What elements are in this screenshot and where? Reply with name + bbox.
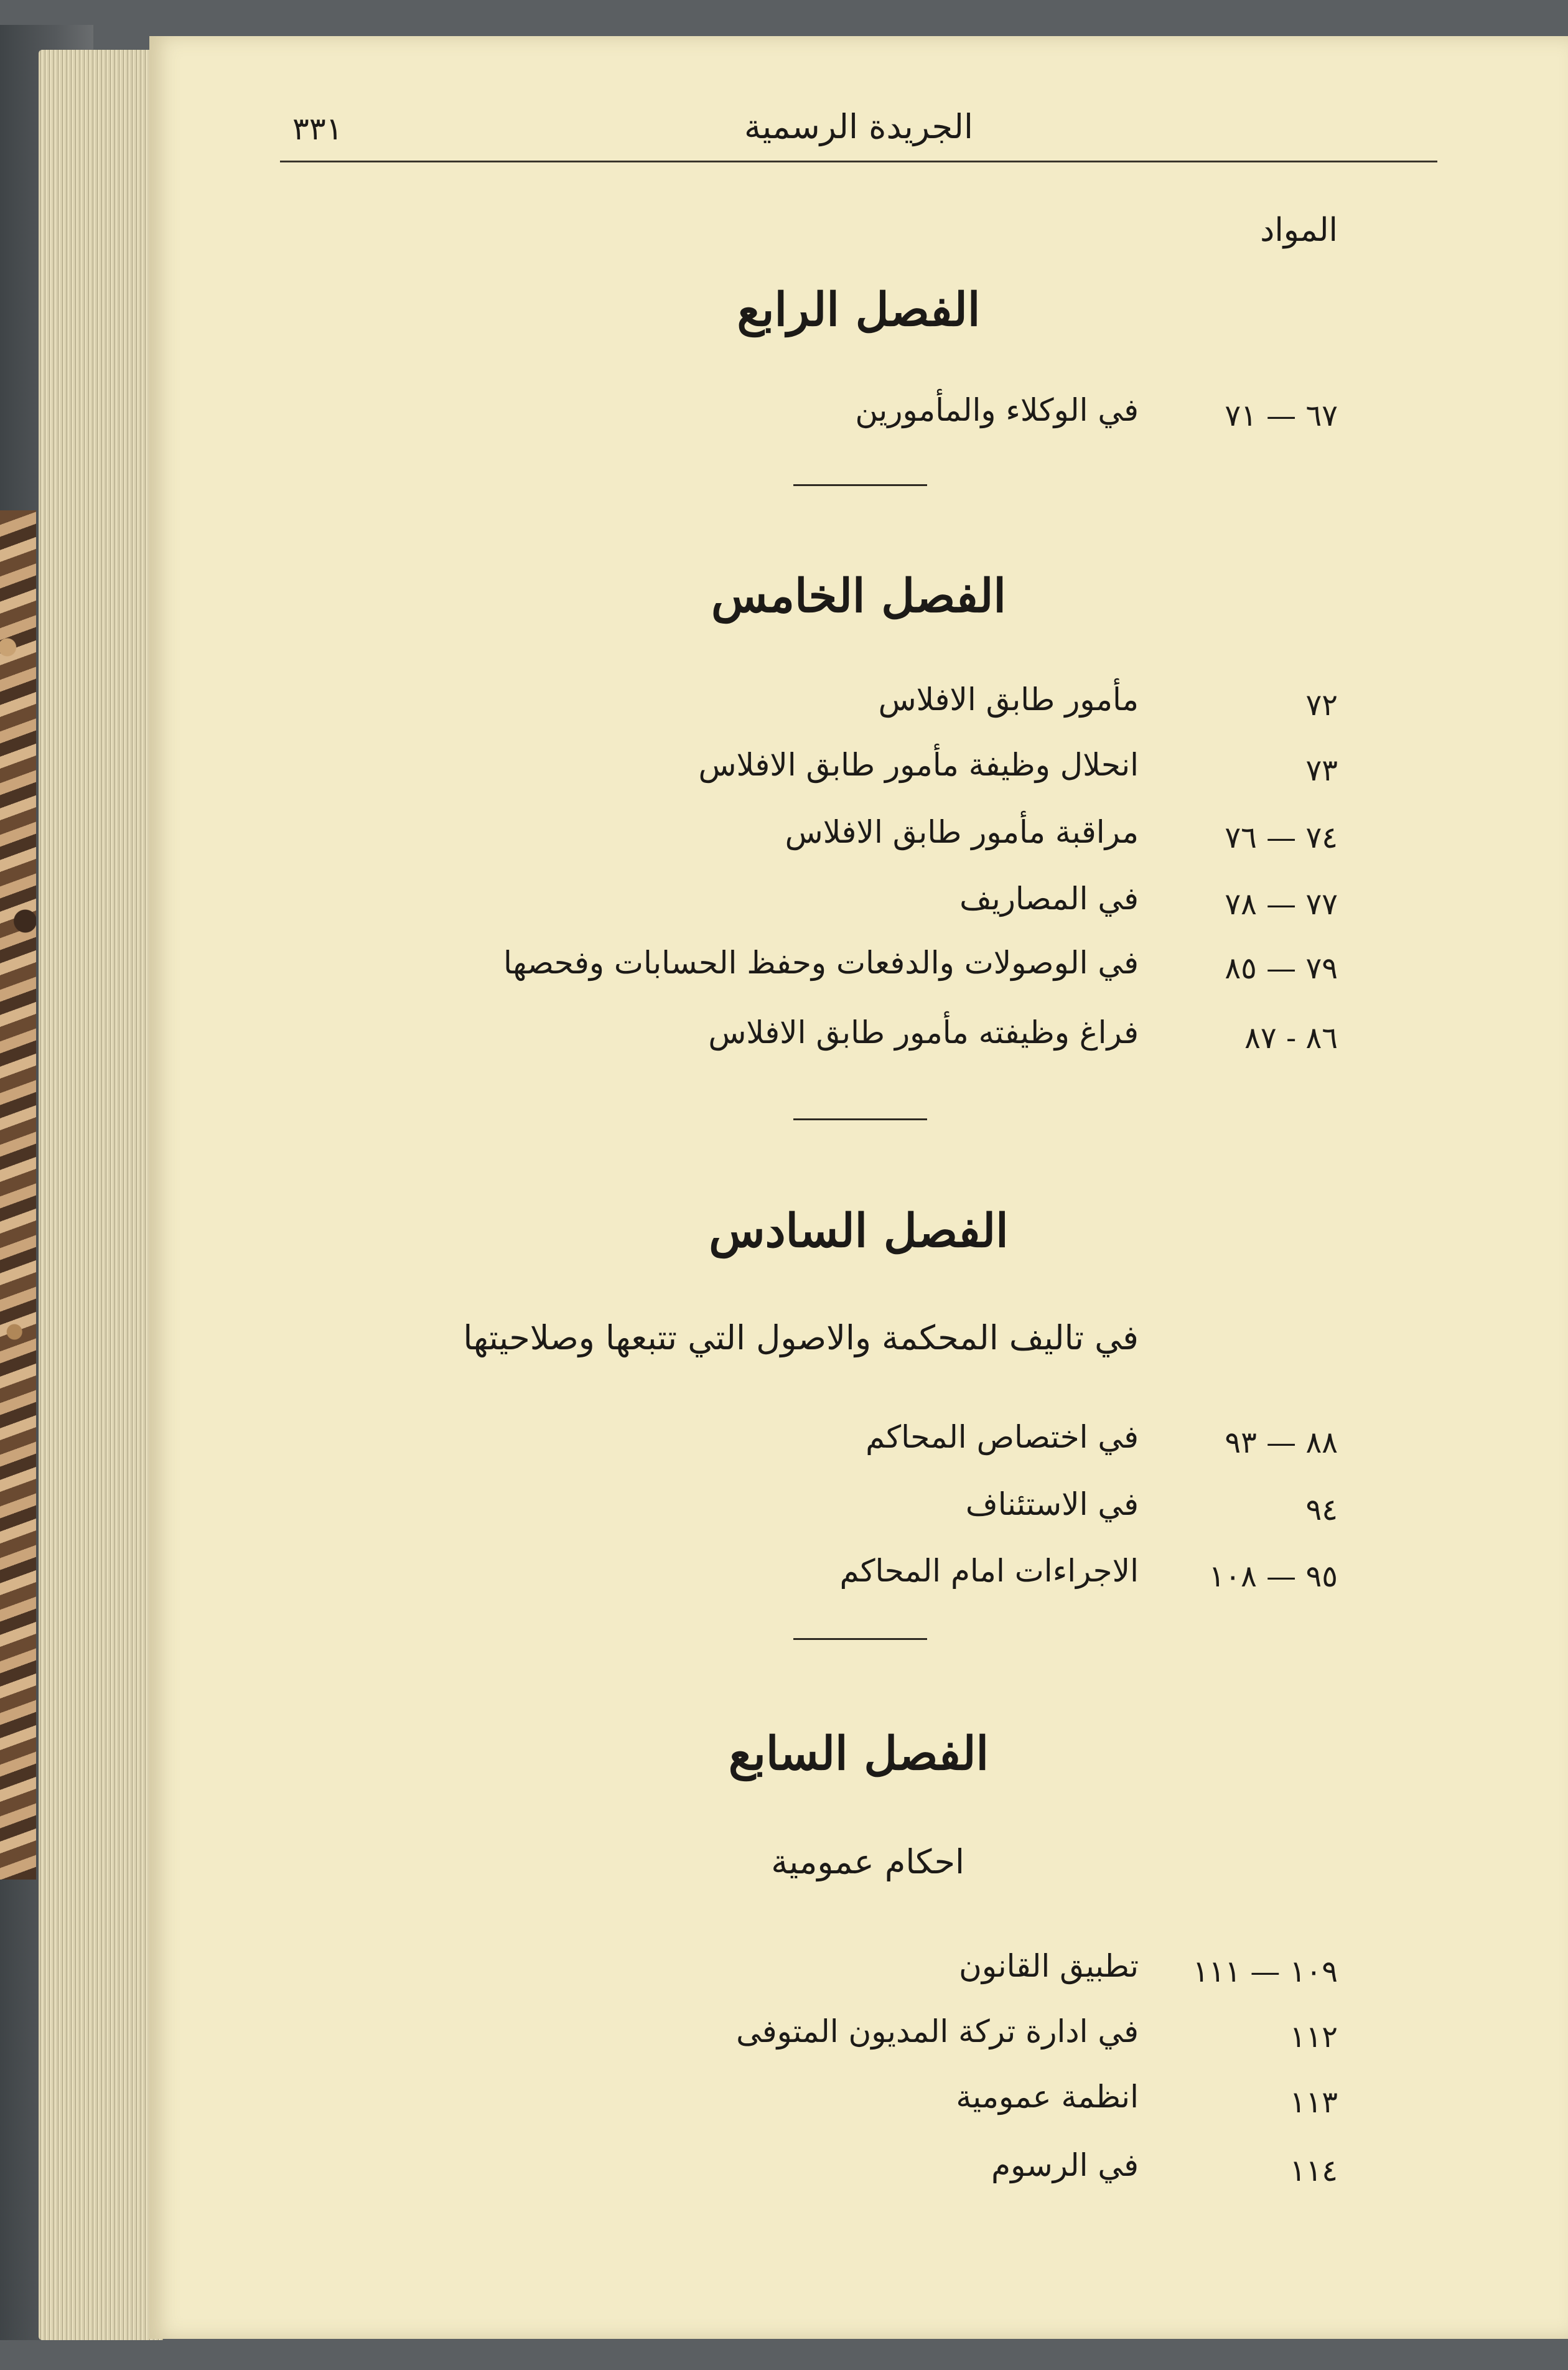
entry-text: في ادارة تركة المديون المتوفى [736,2013,1139,2049]
chapter-title: الفصل الخامس [711,569,1006,623]
entry-text: مراقبة مأمور طابق الافلاس [785,814,1139,850]
entry-text: انظمة عمومية [956,2079,1139,2115]
header-rule [280,161,1437,162]
section-separator [793,1118,927,1120]
entry-text: في المصاريف [959,881,1139,917]
article-range: ٩٥ — ١٠٨ [1208,1559,1338,1594]
document-page [149,36,1568,2339]
articles-column-label: المواد [1260,212,1338,249]
chapter-title: الفصل الرابع [737,283,981,337]
chapter-subtitle: احكام عمومية [771,1842,964,1881]
page-stack-edge [39,50,163,2340]
entry-text: في اختصاص المحاكم [866,1419,1139,1455]
entry-text: انحلال وظيفة مأمور طابق الافلاس [698,747,1139,783]
entry-text: فراغ وظيفته مأمور طابق الافلاس [708,1014,1139,1051]
article-range: ١١٢ [1289,2020,1338,2054]
chapter-title: الفصل السادس [709,1204,1009,1258]
entry-text: مأمور طابق الافلاس [878,681,1139,718]
entry-text: في الوكلاء والمأمورين [855,392,1139,428]
entry-text: تطبيق القانون [959,1948,1139,1984]
article-range: ٧٩ — ٨٥ [1225,951,1338,986]
chapter-subtitle: في تاليف المحكمة والاصول التي تتبعها وصلاحيتها [463,1318,1139,1357]
marbled-endpaper [0,510,36,1880]
entry-text: في الوصولات والدفعات وحفظ الحسابات وفحصها [503,945,1139,981]
chapter-title: الفصل السابع [728,1727,989,1781]
article-range: ٧٣ [1305,753,1338,788]
page-number: ٣٣١ [292,111,343,147]
section-separator [793,1638,927,1640]
entry-text: الاجراءات امام المحاكم [839,1553,1139,1589]
article-range: ٧٤ — ٧٦ [1225,820,1338,855]
header-title: الجريدة الرسمية [744,107,973,146]
entry-text: في الرسوم [991,2147,1139,2183]
article-range: ٧٧ — ٧٨ [1225,887,1338,922]
article-range: ٧٢ [1305,688,1338,723]
article-range: ٦٧ — ٧١ [1225,398,1338,433]
article-range: ٩٤ [1305,1492,1338,1527]
article-range: ١٠٩ — ١١١ [1192,1954,1338,1989]
article-range: ٨٨ — ٩٣ [1225,1425,1338,1460]
article-range: ١١٣ [1289,2085,1338,2120]
article-range: ٨٦ - ٨٧ [1244,1021,1338,1056]
article-range: ١١٤ [1289,2153,1338,2188]
entry-text: في الاستئناف [965,1486,1139,1522]
section-separator [793,484,927,486]
